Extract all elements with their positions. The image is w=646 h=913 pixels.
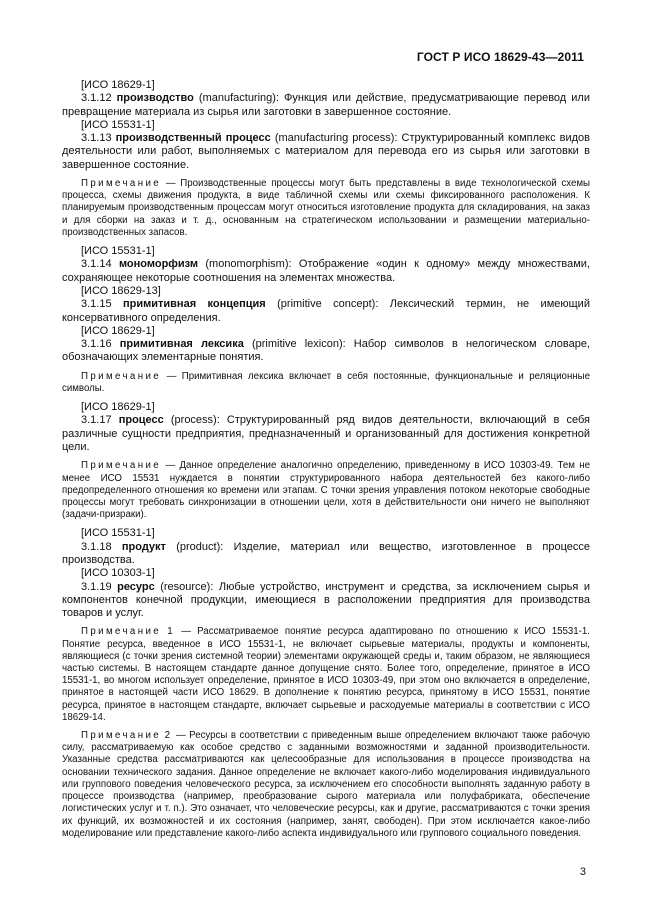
standard-code: ГОСТ Р ИСО 18629-43—2011 — [416, 50, 584, 64]
term-3118: продукт — [121, 540, 166, 553]
page-number: 3 — [579, 866, 586, 878]
definition-3117: 3.1.17 процесс (process): Структурированный ряд видов деятельности, включающий в себя различные сущности предприятия, предназначенный и организованный для достижения конкретной цели. — [62, 414, 590, 454]
definition-3116: 3.1.16 примитивная лексика (primitive lexicon): Набор символов в нелогическом словаре, обозначающих элементарные понятия. — [62, 338, 590, 364]
ref-3118: [ИСО 15531-1] — [81, 527, 155, 540]
ref-3116: [ИСО 18629-1] — [81, 324, 155, 337]
ref-3113: [ИСО 15531-1] — [81, 118, 155, 131]
ref-3117: [ИСО 18629-1] — [81, 401, 155, 414]
ref-3112: [ИСО 18629-1] — [81, 79, 155, 91]
document-body — [62, 79, 590, 846]
ref-3114: [ИСО 15531-1] — [81, 245, 155, 258]
note-3116: Примечание — Примитивная лексика включает в себя постоянные, функциональные и реляционные символы. — [62, 370, 590, 394]
note-2-3119: Примечание 2 — Ресурсы в соответствии с приведенным выше определением включают также рабочую силу, рассматриваемую как особое средство с заданными возможностями и заданной производительности. Указанные средства рассматриваются как целесообразные для использования в процессе производства на основании технического задания. Данное определение не включает какого-либо моделирования индивидуального или группового поведения человеческого ресурса, за исключением его способности выполнять заданную работу в процессе производства (например, преобразование сырого материала или полуфабриката, обеспечение логистических услуг и т. п.). Это означает, что человеческие ресурсы, как и другие, рассматриваются с точки зрения их функций, их возможностей и их состояния (например, занят, свободен). При этом исключается какое-либо моделирование или представление какого-либо аспекта индивидуального или группового социального поведения. — [62, 730, 590, 839]
term-3114: мономорфизм — [118, 258, 199, 271]
definition-3112: 3.1.12 производство (manufacturing): Функция или действие, предусматривающие перевод или превращение материала из сырья или заготовки в завершенное состояние. — [62, 92, 590, 118]
term-3115: примитивная концепция — [123, 298, 266, 311]
definition-3119: 3.1.19 ресурс (resource): Любые устройство, инструмент и средства, за исключением сырья и компонентов конечной продукции, имеющиеся в расположении предприятия для производства товаров и услуг. — [62, 580, 591, 620]
note-3113: Примечание — Производственные процессы могут быть представлены в виде технологической схемы процесса, схемы движения продукта, в виде табличной схемы или схемы фиксированного расположения. К планируемым производственным процессам могут относиться изготовление продукта для складирования, на заказ и для сборки на заказ и т. д., основанным на стратегическом использовании и размещении материально-производственных запасов. — [62, 178, 590, 238]
definition-3113: 3.1.13 производственный процесс (manufacturing process): Структурированный комплекс видов деятельности или работ, выполняемых с материалом для перевода его из сырья или заготовки в завершенное состояние. — [62, 132, 590, 171]
ref-3115: [ИСО 18629-13] — [81, 284, 161, 297]
term-3112: производство — [116, 92, 194, 105]
term-3113: производственный процесс — [115, 132, 271, 145]
ref-3119: [ИСО 10303-1] — [81, 567, 155, 580]
note-3117: Примечание — Данное определение аналогично определению, приведенному в ИСО 10303-49. Тем не менее ИСО 15531 нуждается в понятии структурированного набора деятельностей без какого-либо предопределенного отношения ко времени или этапам. С точки зрения управления потоком некоторые свободные процессы могут требовать синхронизации в отношении цели, хотя в действительности они ничего не выполняют (задачи-призраки). — [62, 460, 590, 521]
term-3119: ресурс — [117, 580, 155, 593]
definition-3115: 3.1.15 примитивная концепция (primitive concept): Лексический термин, не имеющий консервативного определения. — [62, 298, 590, 324]
definition-3114: 3.1.14 мономорфизм (monomorphism): Отображение «один к одному» между множествами, сохраняющее некоторые соотношения на элементах множества. — [62, 258, 590, 284]
term-3116: примитивная лексика — [119, 338, 244, 351]
definition-3118: 3.1.18 продукт (product): Изделие, материал или вещество, изготовленное в процессе производства. — [62, 540, 590, 566]
term-3117: процесс — [118, 414, 164, 427]
note-1-3119: Примечание 1 — Рассматриваемое понятие ресурса адаптировано по отношению к ИСО 15531-1. Понятие ресурса, введенное в ИСО 15531-1, не включает сырьевые материалы, продукты и компоненты, являющиеся (с точки зрения системной теории) элементами окружающей среды и, таким образом, не являющиеся частью системы. В настоящем стандарте данное допущение снято. Более того, определение, принятое в ИСО 15531-1, во многом использует определение, принятое в ИСО 10303-49, при этом оно включается в определение, принятое в настоящей части ИСО 18629. В дополнение к понятию ресурса, принятому в ИСО 15531, понятие ресурса, принятое в настоящем стандарте, включает сырьевые и расходуемые материалы в соответствии с ИСО 18629-14. — [62, 626, 590, 723]
